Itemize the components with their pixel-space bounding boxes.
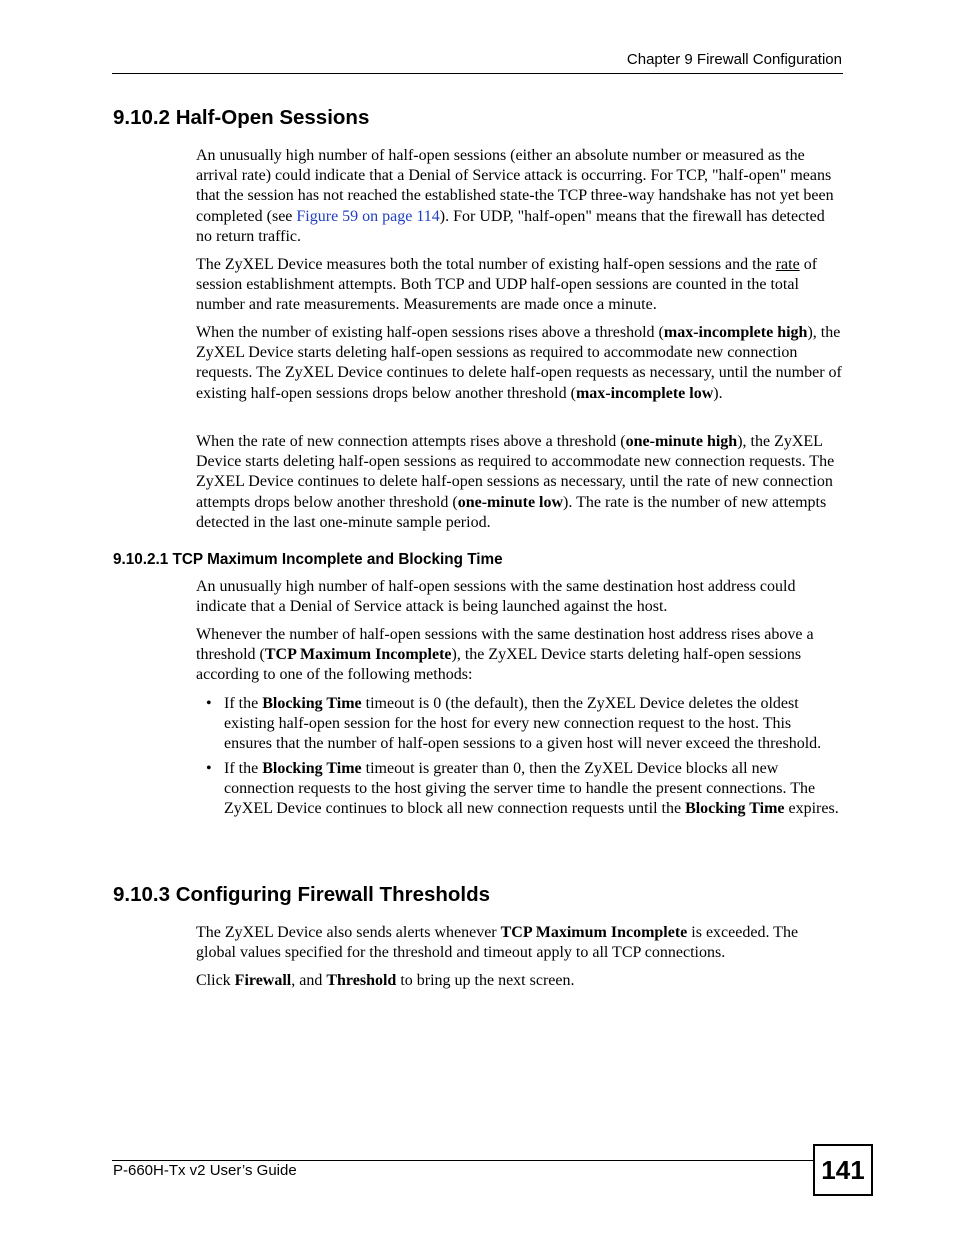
text-run: ), the ZyXEL Device starts deleting half-open sessions according to one of the following methods: bbox=[196, 646, 802, 684]
underlined-term: rate bbox=[775, 256, 800, 273]
page-number: 141 bbox=[813, 1144, 873, 1196]
section-heading-half-open-sessions: 9.10.2 Half-Open Sessions bbox=[113, 106, 370, 129]
list-item bbox=[196, 694, 842, 755]
text-run: , and bbox=[291, 972, 327, 989]
bold-term: Blocking Time bbox=[685, 800, 785, 818]
text-run: ). For UDP, "half-open" means that the firewall has detected no return traffic. bbox=[196, 207, 825, 245]
paragraph-alerts bbox=[196, 923, 842, 963]
paragraph-max-incomplete bbox=[196, 323, 842, 404]
bold-term: max-incomplete high bbox=[663, 324, 808, 341]
guide-title: P-660H-Tx v2 User’s Guide bbox=[113, 1162, 297, 1179]
footer-divider bbox=[112, 1160, 813, 1161]
text-run: An unusually high number of half-open sessions (either an absolute number or measured as the arrival rate) could indicate that a Denial of Service attack is occurring. For TCP, "half-open" means that the session has not reached the established state-the TCP three-way handshake has not yet been completed (see bbox=[196, 147, 834, 225]
text-run: of session establishment attempts. Both TCP and UDP half-open sessions are counted in the total number and rate measurements. Measurements are made once a minute. bbox=[196, 256, 818, 314]
bullet-marker: • bbox=[206, 759, 212, 777]
paragraph-tcp-threshold bbox=[196, 625, 842, 686]
bold-term: one-minute low bbox=[457, 493, 564, 511]
bold-term: Blocking Time bbox=[262, 759, 362, 777]
text-run: If the bbox=[224, 759, 263, 777]
text-run: Whenever the number of half-open sessions with the same destination host address rises above a threshold ( bbox=[196, 626, 814, 664]
text-run: The ZyXEL Device measures both the total number of existing half-open sessions and the bbox=[196, 256, 776, 273]
text-run: timeout is greater than 0, then the ZyXEL Device blocks all new connection requests to the host giving the server time to handle the present connections. The ZyXEL Device continues to block all new connection requests until the bbox=[224, 759, 816, 818]
text-run: When the number of existing half-open sessions rises above a threshold ( bbox=[196, 324, 664, 341]
text-run: The ZyXEL Device also sends alerts whenever bbox=[196, 924, 501, 941]
text-run: Click bbox=[196, 972, 235, 989]
paragraph-click-instructions bbox=[196, 971, 842, 991]
running-header: Chapter 9 Firewall Configuration bbox=[626, 51, 842, 68]
paragraph-measurement bbox=[196, 255, 842, 316]
list-item bbox=[196, 759, 842, 820]
paragraph-one-minute bbox=[196, 432, 842, 533]
text-run: When the rate of new connection attempts rises above a threshold ( bbox=[196, 433, 626, 450]
text-run: If the bbox=[224, 695, 263, 712]
text-run: is exceeded. The global values specified for the threshold and timeout apply to all TCP connections. bbox=[196, 924, 799, 962]
paragraph-half-open-intro bbox=[196, 146, 842, 247]
subsection-heading-tcp-max-incomplete: 9.10.2.1 TCP Maximum Incomplete and Blocking Time bbox=[113, 551, 503, 568]
bold-term: one-minute high bbox=[625, 433, 738, 450]
text-run: to bring up the next screen. bbox=[396, 972, 575, 989]
bold-term: TCP Maximum Incomplete bbox=[500, 924, 688, 941]
section-heading-firewall-thresholds: 9.10.3 Configuring Firewall Thresholds bbox=[113, 883, 491, 906]
bold-term: Threshold bbox=[326, 972, 397, 989]
blocking-time-list bbox=[196, 694, 842, 819]
paragraph-tcp-intro: An unusually high number of half-open sessions with the same destination host address could indicate that a Denial of Service attack is being launched against the host. bbox=[196, 578, 796, 616]
bold-term: TCP Maximum Incomplete bbox=[264, 646, 452, 664]
bullet-marker: • bbox=[206, 695, 212, 712]
text-run: expires. bbox=[784, 800, 839, 818]
text-run: ). bbox=[713, 384, 723, 402]
text-run: ), the ZyXEL Device starts deleting half-open sessions as required to accommodate new connection requests. The ZyXEL Device continues to delete half-open requests as necessary, until the number of existing half-open sessions drops below another threshold ( bbox=[196, 324, 842, 402]
figure-59-link[interactable]: Figure 59 on page 114 bbox=[296, 207, 440, 225]
text-run: timeout is 0 (the default), then the ZyXEL Device deletes the oldest existing half-open session for the host for every new connection request to the host. This ensures that the number of half-open sessions to a given host will never exceed the threshold. bbox=[224, 695, 822, 753]
bold-term: max-incomplete low bbox=[575, 384, 714, 402]
bold-term: Blocking Time bbox=[262, 695, 362, 712]
text-run: ). The rate is the number of new attempts detected in the last one-minute sample period. bbox=[196, 493, 827, 531]
header-divider bbox=[112, 73, 843, 74]
text-run: ), the ZyXEL Device starts deleting half-open sessions as required to accommodate new connection requests. The ZyXEL Device continues to delete half-open sessions as necessary, until the rate of new connection attempts drops below another threshold ( bbox=[196, 433, 835, 511]
bold-term: Firewall bbox=[234, 972, 292, 989]
